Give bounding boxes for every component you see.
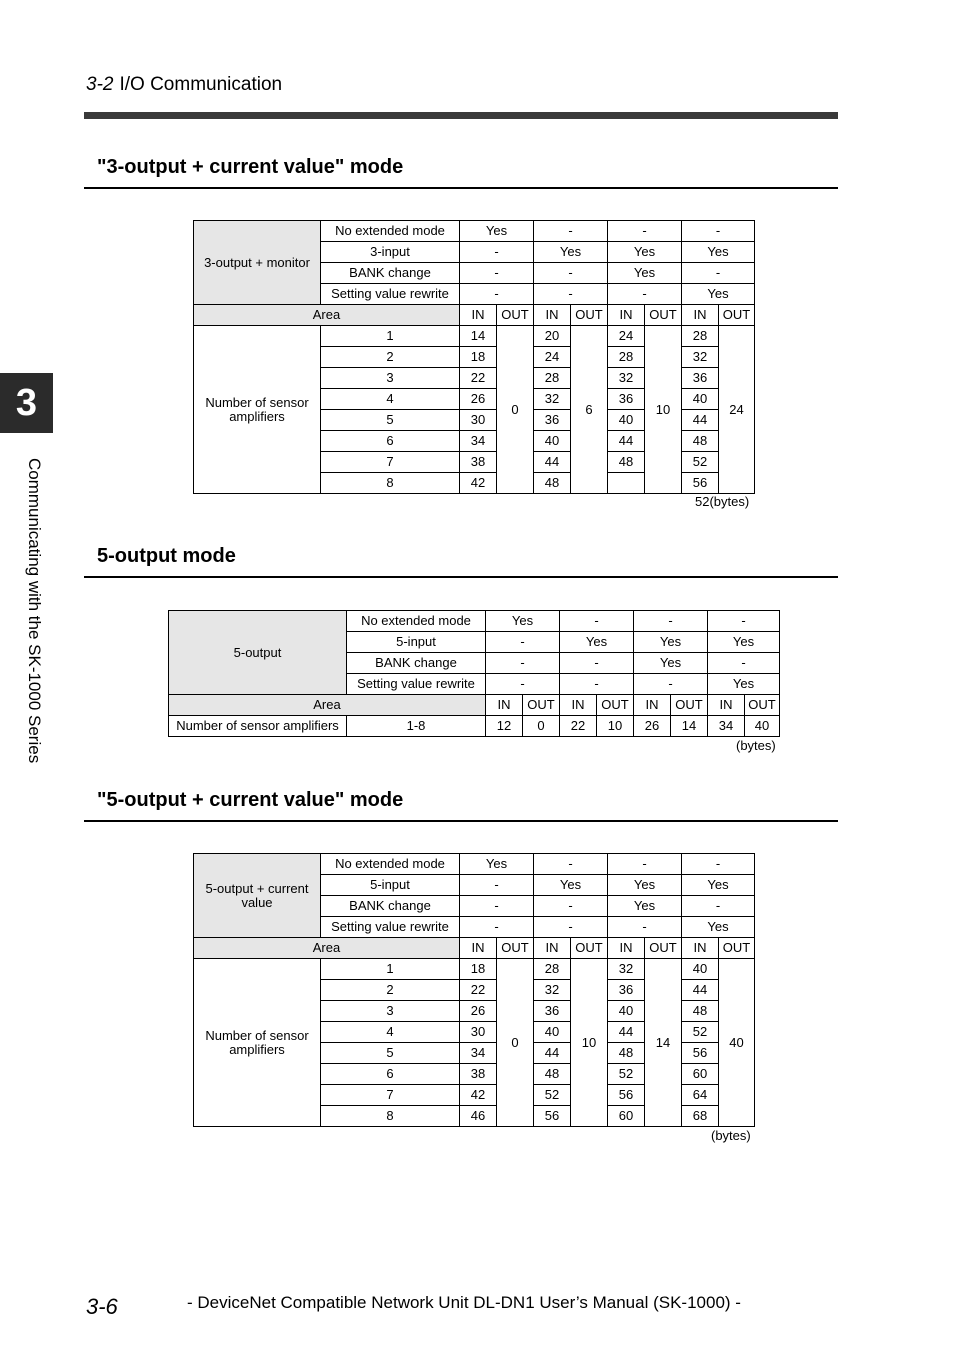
section-3-rule <box>84 820 838 822</box>
in-value: 34 <box>708 716 745 737</box>
condition-value: Yes <box>682 284 755 305</box>
condition-value: - <box>460 896 534 917</box>
out-value: 0 <box>523 716 560 737</box>
condition-label: No extended mode <box>347 611 486 632</box>
condition-value: - <box>560 674 634 695</box>
manual-title: - DeviceNet Compatible Network Unit DL-DN1 User’s Manual (SK-1000) - <box>187 1293 741 1312</box>
condition-value: - <box>460 263 534 284</box>
out-value: 10 <box>571 959 608 1127</box>
in-value: 42 <box>460 473 497 494</box>
group-label: 5-output <box>169 611 347 695</box>
in-value: 32 <box>534 389 571 410</box>
amplifier-count: 6 <box>321 431 460 452</box>
running-header <box>86 74 282 96</box>
condition-value: Yes <box>608 263 682 284</box>
condition-label: Setting value rewrite <box>321 284 460 305</box>
in-value: 26 <box>634 716 671 737</box>
condition-value: - <box>486 674 560 695</box>
in-value: 48 <box>608 1043 645 1064</box>
condition-value: - <box>682 896 755 917</box>
condition-value: - <box>486 632 560 653</box>
in-value: 24 <box>608 326 645 347</box>
condition-label: No extended mode <box>321 854 460 875</box>
condition-value: Yes <box>608 875 682 896</box>
condition-value: - <box>534 896 608 917</box>
in-header: IN <box>608 305 645 326</box>
section-2-title: 5-output mode <box>97 545 236 567</box>
condition-value: - <box>460 242 534 263</box>
condition-label: 3-input <box>321 242 460 263</box>
condition-label: Setting value rewrite <box>321 917 460 938</box>
in-value: 38 <box>460 452 497 473</box>
condition-value: Yes <box>682 875 755 896</box>
out-header: OUT <box>571 938 608 959</box>
out-value: 10 <box>597 716 634 737</box>
out-value: 6 <box>571 326 608 494</box>
condition-value: - <box>708 611 780 632</box>
condition-value: - <box>608 221 682 242</box>
condition-value: - <box>560 653 634 674</box>
in-value: 68 <box>682 1106 719 1127</box>
in-value: 26 <box>460 389 497 410</box>
in-value: 26 <box>460 1001 497 1022</box>
out-header: OUT <box>719 938 755 959</box>
in-value: 34 <box>460 1043 497 1064</box>
condition-value: - <box>534 854 608 875</box>
condition-value: Yes <box>708 632 780 653</box>
condition-value: Yes <box>608 896 682 917</box>
in-value: 56 <box>534 1106 571 1127</box>
in-value: 22 <box>460 980 497 1001</box>
in-value: 40 <box>608 1001 645 1022</box>
in-header: IN <box>486 695 523 716</box>
condition-value: Yes <box>682 917 755 938</box>
condition-value: - <box>608 917 682 938</box>
condition-value: Yes <box>634 653 708 674</box>
in-value: 22 <box>560 716 597 737</box>
amplifier-count: 3 <box>321 1001 460 1022</box>
amplifier-count: 4 <box>321 1022 460 1043</box>
in-value: 44 <box>682 410 719 431</box>
condition-label: BANK change <box>321 263 460 284</box>
in-value: 28 <box>682 326 719 347</box>
amplifier-count: 7 <box>321 1085 460 1106</box>
group-label: 3-output + monitor <box>194 221 321 305</box>
section-number: 3-2 <box>86 74 114 95</box>
in-value: 64 <box>682 1085 719 1106</box>
in-value: 34 <box>460 431 497 452</box>
in-value: 12 <box>486 716 523 737</box>
condition-label: Setting value rewrite <box>347 674 486 695</box>
condition-value: - <box>534 263 608 284</box>
in-value: 44 <box>608 431 645 452</box>
in-value: 48 <box>682 431 719 452</box>
condition-value: Yes <box>486 611 560 632</box>
in-value: 60 <box>608 1106 645 1127</box>
out-header: OUT <box>523 695 560 716</box>
amplifier-count: 1 <box>321 959 460 980</box>
in-value: 32 <box>534 980 571 1001</box>
amplifier-count: 8 <box>321 473 460 494</box>
in-value: 38 <box>460 1064 497 1085</box>
amplifier-count: 4 <box>321 389 460 410</box>
out-header: OUT <box>719 305 755 326</box>
out-header: OUT <box>645 305 682 326</box>
condition-label: 5-input <box>321 875 460 896</box>
row-label: Number of sensor amplifiers <box>169 716 347 737</box>
in-value: 52 <box>608 1064 645 1085</box>
out-value: 0 <box>497 959 534 1127</box>
in-value: 56 <box>682 473 719 494</box>
out-value: 10 <box>645 326 682 494</box>
in-value: 32 <box>608 959 645 980</box>
row-label: Number of sensor amplifiers <box>194 959 321 1127</box>
in-value: 36 <box>682 368 719 389</box>
side-chapter-title: Communicating with the SK-1000 Series <box>25 458 44 764</box>
in-value: 40 <box>682 389 719 410</box>
condition-value: - <box>682 221 755 242</box>
in-value: 32 <box>608 368 645 389</box>
in-value <box>608 473 645 494</box>
in-value: 28 <box>608 347 645 368</box>
condition-value: Yes <box>460 221 534 242</box>
condition-value: - <box>534 284 608 305</box>
condition-value: - <box>608 284 682 305</box>
in-value: 36 <box>534 1001 571 1022</box>
in-value: 44 <box>682 980 719 1001</box>
condition-label: BANK change <box>347 653 486 674</box>
unit-label: 52(bytes) <box>695 494 750 509</box>
header-bar <box>84 112 838 119</box>
table-3-output-current-value <box>193 220 755 494</box>
amplifier-count: 3 <box>321 368 460 389</box>
condition-value: Yes <box>682 242 755 263</box>
amplifier-count: 5 <box>321 410 460 431</box>
condition-value: Yes <box>534 242 608 263</box>
amplifier-count: 2 <box>321 980 460 1001</box>
section-1-rule <box>84 187 838 189</box>
condition-value: - <box>634 674 708 695</box>
amplifier-count: 8 <box>321 1106 460 1127</box>
amplifier-count: 7 <box>321 452 460 473</box>
amplifier-count: 2 <box>321 347 460 368</box>
in-value: 56 <box>682 1043 719 1064</box>
in-value: 30 <box>460 410 497 431</box>
condition-value: Yes <box>608 242 682 263</box>
condition-value: - <box>534 917 608 938</box>
in-value: 42 <box>460 1085 497 1106</box>
out-value: 0 <box>497 326 534 494</box>
condition-value: - <box>608 854 682 875</box>
unit-label: (bytes) <box>736 738 776 753</box>
condition-value: Yes <box>560 632 634 653</box>
out-header: OUT <box>497 305 534 326</box>
in-value: 24 <box>534 347 571 368</box>
amplifier-count: 5 <box>321 1043 460 1064</box>
section-1-title: "3-output + current value" mode <box>97 156 404 178</box>
in-header: IN <box>534 305 571 326</box>
in-value: 56 <box>608 1085 645 1106</box>
condition-value: Yes <box>460 854 534 875</box>
out-value: 24 <box>719 326 755 494</box>
out-value: 14 <box>671 716 708 737</box>
in-value: 20 <box>534 326 571 347</box>
condition-value: Yes <box>534 875 608 896</box>
in-header: IN <box>608 938 645 959</box>
condition-value: Yes <box>634 632 708 653</box>
in-value: 36 <box>534 410 571 431</box>
in-value: 22 <box>460 368 497 389</box>
condition-value: - <box>560 611 634 632</box>
in-header: IN <box>534 938 571 959</box>
in-value: 60 <box>682 1064 719 1085</box>
condition-value: - <box>634 611 708 632</box>
in-value: 48 <box>534 1064 571 1085</box>
condition-value: - <box>460 875 534 896</box>
out-header: OUT <box>571 305 608 326</box>
area-label: Area <box>169 695 486 716</box>
group-label: 5-output + current value <box>194 854 321 938</box>
out-header: OUT <box>645 938 682 959</box>
out-value: 40 <box>719 959 755 1127</box>
in-value: 40 <box>608 410 645 431</box>
in-value: 40 <box>534 431 571 452</box>
condition-label: No extended mode <box>321 221 460 242</box>
in-value: 28 <box>534 368 571 389</box>
in-header: IN <box>708 695 745 716</box>
in-value: 32 <box>682 347 719 368</box>
in-value: 44 <box>534 1043 571 1064</box>
chapter-tab: 3 <box>0 373 53 433</box>
row-label: Number of sensor amplifiers <box>194 326 321 494</box>
in-header: IN <box>682 305 719 326</box>
condition-value: Yes <box>708 674 780 695</box>
section-3-title: "5-output + current value" mode <box>97 789 404 811</box>
in-value: 18 <box>460 347 497 368</box>
in-header: IN <box>634 695 671 716</box>
table-5-output <box>168 610 780 737</box>
out-header: OUT <box>497 938 534 959</box>
section-title: I/O Communication <box>119 74 283 95</box>
condition-value: - <box>682 854 755 875</box>
out-header: OUT <box>745 695 780 716</box>
in-value: 14 <box>460 326 497 347</box>
in-value: 44 <box>608 1022 645 1043</box>
condition-value: - <box>534 221 608 242</box>
in-value: 52 <box>682 1022 719 1043</box>
area-label: Area <box>194 305 460 326</box>
amplifier-count: 6 <box>321 1064 460 1085</box>
condition-label: 5-input <box>347 632 486 653</box>
in-header: IN <box>560 695 597 716</box>
unit-label: (bytes) <box>711 1128 751 1143</box>
in-header: IN <box>460 305 497 326</box>
condition-value: - <box>460 284 534 305</box>
in-value: 40 <box>534 1022 571 1043</box>
condition-value: - <box>682 263 755 284</box>
out-header: OUT <box>671 695 708 716</box>
in-value: 18 <box>460 959 497 980</box>
condition-value: - <box>460 917 534 938</box>
out-header: OUT <box>597 695 634 716</box>
amplifier-count: 1 <box>321 326 460 347</box>
in-value: 44 <box>534 452 571 473</box>
page-number: 3-6 <box>86 1294 118 1319</box>
in-value: 28 <box>534 959 571 980</box>
in-value: 52 <box>682 452 719 473</box>
in-value: 36 <box>608 980 645 1001</box>
in-value: 48 <box>682 1001 719 1022</box>
section-2-rule <box>84 576 838 578</box>
table-5-output-current-value <box>193 853 755 1127</box>
condition-value: - <box>486 653 560 674</box>
area-label: Area <box>194 938 460 959</box>
out-value: 14 <box>645 959 682 1127</box>
in-value: 48 <box>534 473 571 494</box>
in-value: 30 <box>460 1022 497 1043</box>
in-header: IN <box>460 938 497 959</box>
in-value: 40 <box>682 959 719 980</box>
condition-label: BANK change <box>321 896 460 917</box>
in-value: 52 <box>534 1085 571 1106</box>
condition-value: - <box>708 653 780 674</box>
in-value: 36 <box>608 389 645 410</box>
amplifier-range: 1-8 <box>347 716 486 737</box>
in-value: 46 <box>460 1106 497 1127</box>
in-value: 48 <box>608 452 645 473</box>
in-header: IN <box>682 938 719 959</box>
out-value: 40 <box>745 716 780 737</box>
